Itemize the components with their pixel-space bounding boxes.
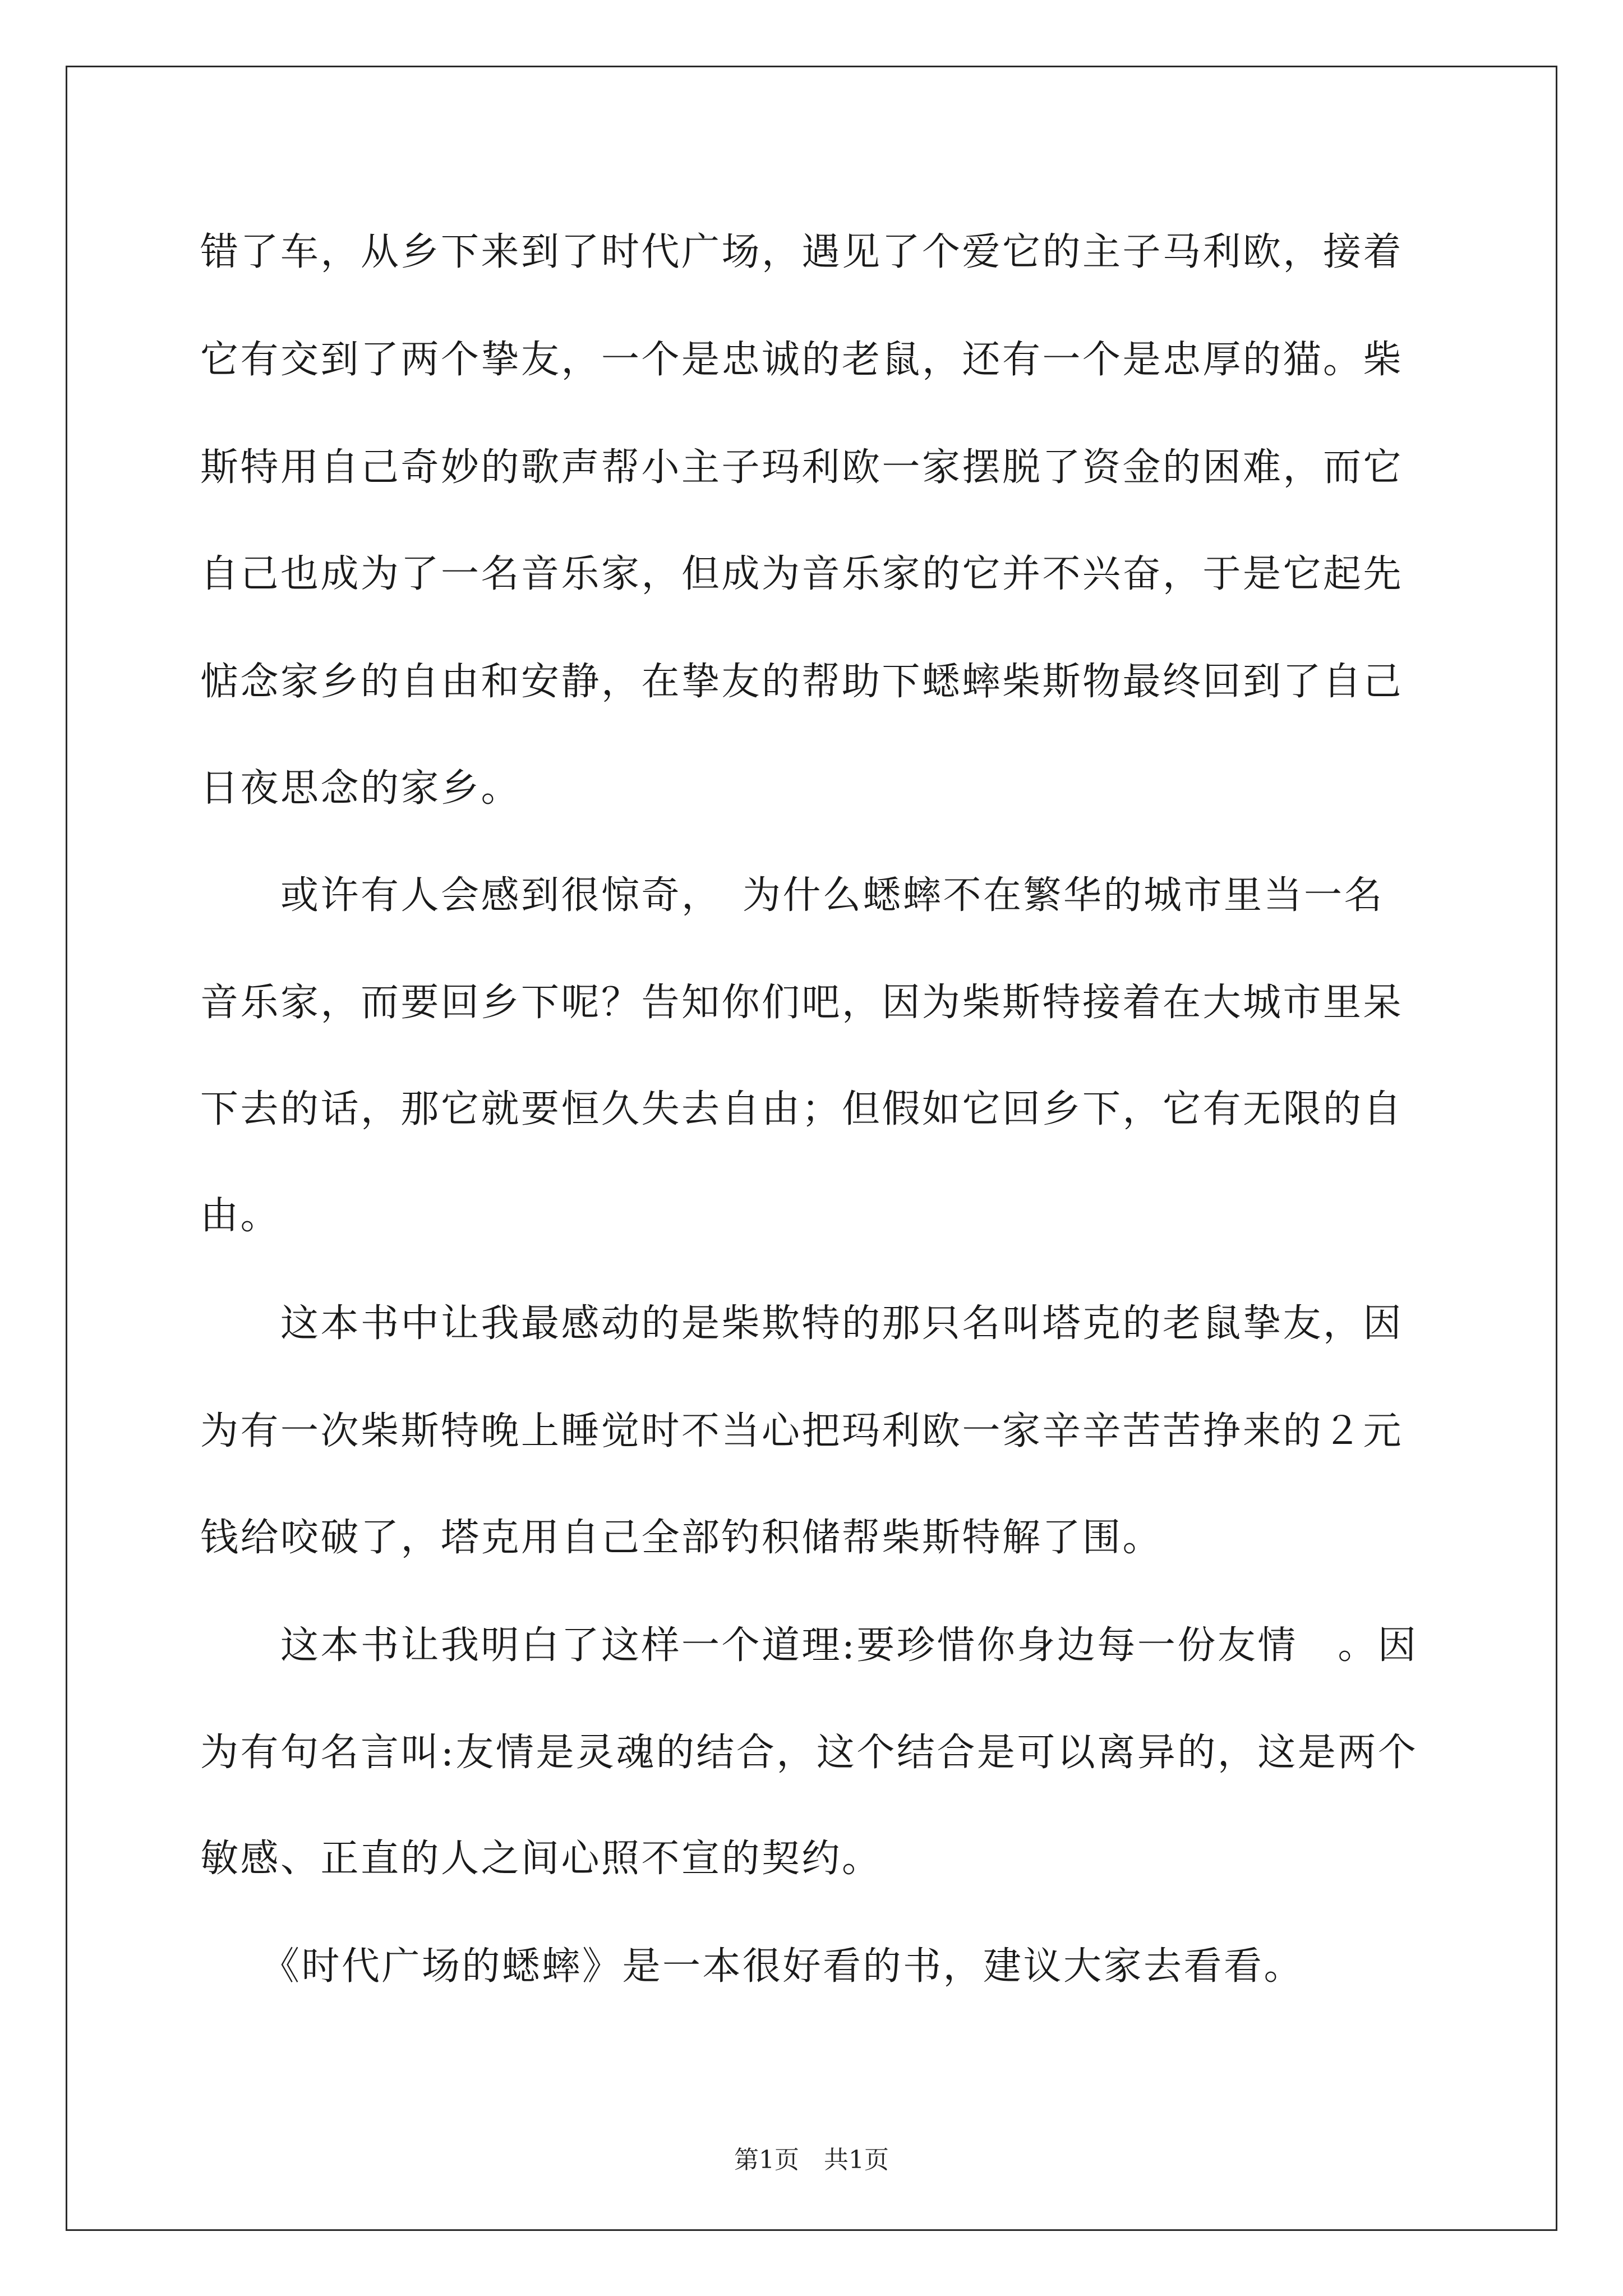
- paragraph-line: 惦念家乡的自由和安静，在挚友的帮助下蟋蟀柴斯物最终回到了自己: [200, 660, 1404, 704]
- page-number: 第1页 共1页: [734, 2146, 889, 2174]
- paragraph-line: 这本书让我明白了这样一个道理:要珍惜你身边每一份友情 。因: [200, 1623, 1418, 1668]
- paragraph-line: 或许有人会感到很惊奇， 为什么蟋蟀不在繁华的城市里当一名: [200, 873, 1385, 918]
- paragraph-line: 它有交到了两个挚友，一个是忠诚的老鼠，还有一个是忠厚的猫。柴: [200, 338, 1404, 382]
- paragraph-line: 这本书中让我最感动的是柴欺特的那只名叫塔克的老鼠挚友，因: [200, 1301, 1404, 1346]
- paragraph-line: 自己也成为了一名音乐家，但成为音乐家的它并不兴奋，于是它起先: [200, 552, 1404, 596]
- paragraph-line: 为有句名言叫:友情是灵魂的结合，这个结合是可以离异的，这是两个: [200, 1731, 1418, 1775]
- paragraph-line: 斯特用自己奇妙的歌声帮小主子玛利欧一家摆脱了资金的困难，而它: [200, 445, 1404, 490]
- page-border: [66, 66, 1557, 2231]
- paragraph-line: 由。: [200, 1194, 281, 1238]
- paragraph-line: 音乐家，而要回乡下呢？告知你们吧，因为柴斯特接着在大城市里呆: [200, 981, 1404, 1025]
- paragraph-line: 钱给咬破了，塔克用自己全部钓积储帮柴斯特解了围。: [200, 1516, 1163, 1560]
- paragraph-line: 为有一次柴斯特晚上睡觉时不当心把玛利欧一家辛辛苦苦挣来的２元: [200, 1409, 1404, 1453]
- paragraph-line: 日夜思念的家乡。: [200, 766, 522, 811]
- paragraph-line: 敏感、正直的人之间心照不宣的契约。: [200, 1837, 882, 1881]
- paragraph-line: 《时代广场的蟋蟀》是一本很好看的书，建议大家去看看。: [200, 1944, 1304, 1989]
- paragraph-line: 下去的话，那它就要恒久失去自由；但假如它回乡下，它有无限的自: [200, 1087, 1404, 1131]
- paragraph-line: 错了车，从乡下来到了时代广场，遇见了个爱它的主子马利欧，接着: [200, 230, 1404, 274]
